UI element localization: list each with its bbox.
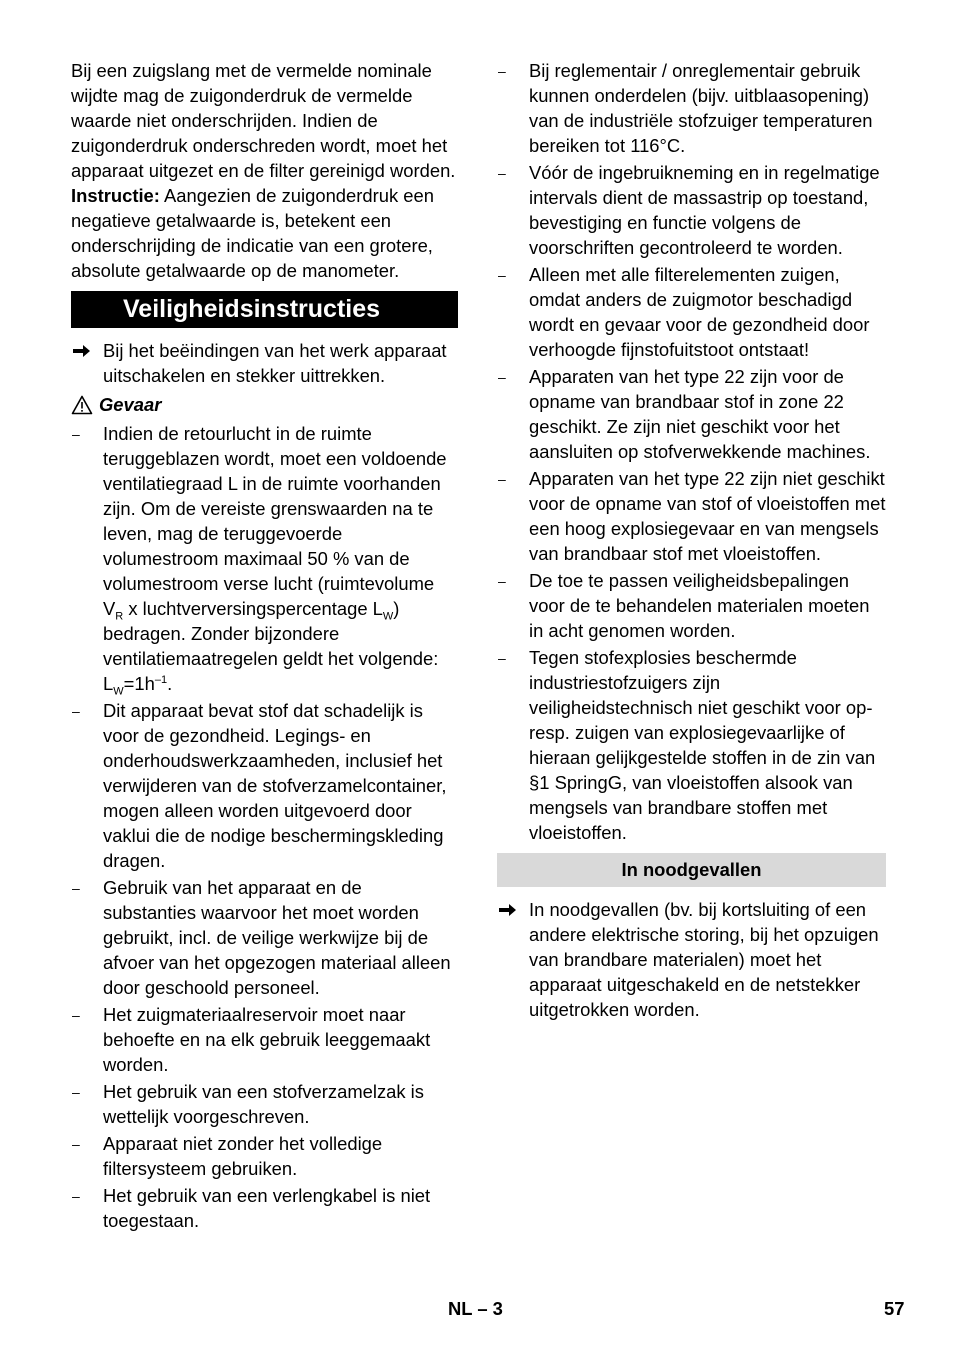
list-item (71, 421, 458, 696)
list-item (71, 1002, 458, 1077)
item-text: Bij reglementair / onreglementair gebruik kunnen onderdelen (bijv. uitblaasopening) van de industriële stofzuiger temperaturen bereiken tot 116°C. (529, 60, 873, 156)
list-item (497, 568, 886, 643)
dash-marker: – (72, 426, 80, 442)
arrow-item-text: Bij het beëindingen van het werk apparaat uitschakelen en stekker uittrekken. (103, 340, 447, 386)
right-column (497, 58, 886, 1026)
dash-marker: – (72, 1084, 80, 1100)
dash-marker: – (498, 267, 506, 283)
page-number: 57 (884, 1298, 905, 1319)
arrow-item-text: In noodgevallen (bv. bij kortsluiting of een andere elektrische storing, bij het opzuigen van brandbare materialen) moet het apparaat uitgeschakeld en de netstekker uitgetrokken worden. (529, 899, 879, 1020)
dash-marker: – (498, 63, 506, 79)
footer-lang-code: NL (448, 1298, 473, 1319)
instruction-paragraph (71, 183, 458, 283)
list-item (497, 160, 886, 260)
item-text: Het zuigmateriaalreservoir moet naar behoefte en na elk gebruik leeggemaakt worden. (103, 1004, 431, 1075)
list-item (71, 1079, 458, 1129)
item-text: Apparaten van het type 22 zijn voor de opname van brandbaar stof in zone 22 geschikt. Ze zijn niet geschikt voor het aansluiten op stofverwekkende machines. (529, 366, 871, 462)
instruction-text: Aangezien de zuigonderdruk een negatieve getalwaarde is, betekent een onderschrijding de indicatie van een grotere, absolute getalwaarde op de manometer. (71, 185, 434, 281)
item-text: Het gebruik van een stofverzamelzak is wettelijk voorgeschreven. (103, 1081, 424, 1127)
emergency-heading: In noodgevallen (497, 853, 886, 887)
item-text: Apparaat niet zonder het volledige filtersysteem gebruiken. (103, 1133, 383, 1179)
dash-marker: – (72, 703, 80, 719)
footer-section-number: – 3 (477, 1298, 503, 1319)
footer-language (448, 1298, 503, 1320)
list-item (71, 698, 458, 873)
dash-marker: – (72, 1136, 80, 1152)
list-item (497, 897, 886, 1022)
intro-paragraph: Bij een zuigslang met de vermelde nominale wijdte mag de zuigonderdruk de vermelde waarde niet onderschrijden. Indien de zuigonderdruk onderschreden wordt, moet het apparaat uitgezet en de filter gereinigd worden. (71, 60, 456, 181)
item-text: Vóór de ingebruikneming en in regelmatige intervals dient de massastrip op toestand, bevestiging en functie volgens de voorschriften gecontroleerd te worden. (529, 162, 880, 258)
item-text: Tegen stofexplosies beschermde industriestofzuigers zijn veiligheidstechnisch niet geschikt voor op- resp. zuigen van explosiegevaarlijke of hieraan gelijkgestelde stoffen in de zin van §1 SpringG, van vloeistoffen alsook van mengsels van brandbare stoffen met vloeistoffen. (529, 647, 876, 843)
item-text: Indien de retourlucht in de ruimte teruggeblazen wordt, moet een voldoende ventilatiegraad L in de ruimte voorhanden zijn. Om de vereiste grenswaarden na te leven, mag de teruggevoerde volumestroom maximaal 50 % van de volumestroom verse lucht (ruimtevolume $V_R$ x luchtverversingspercentage $L_W$) bedragen. Zonder bijzondere ventilatiemaatregelen geldt het volgende: $L_W=1h^{-1}$. (103, 423, 447, 698)
item-text: De toe te passen veiligheidsbepalingen voor de te behandelen materialen moeten in acht genomen worden. (529, 570, 870, 641)
list-item (497, 645, 886, 845)
list-item (71, 338, 458, 388)
dash-marker: – (498, 165, 506, 181)
item-text: Apparaten van het type 22 zijn niet geschikt voor de opname van stof of vloeistoffen met een hoog explosiegevaar en van mengsels van brandbaar stof met vloeistoffen. (529, 468, 886, 564)
dash-marker: – (498, 369, 506, 385)
warning-triangle-icon (71, 395, 93, 415)
item-text: Alleen met alle filterelementen zuigen, omdat anders de zuigmotor beschadigd wordt en gevaar voor de gezondheid door verhoogde fijnstofuitstoot ontstaat! (529, 264, 870, 360)
section-title: Veiligheidsinstructies (71, 291, 458, 328)
item-text: Dit apparaat bevat stof dat schadelijk is voor de gezondheid. Legings- en onderhoudswerkzaamheden, inclusief het verwijderen van de stofverzamelcontainer, mogen alleen worden uitgevoerd door vaklui die de nodige beschermingskleding dragen. (103, 700, 447, 871)
warning-label (71, 392, 458, 417)
arrow-right-icon (73, 344, 91, 358)
left-column (71, 58, 458, 1235)
dash-marker: – (72, 1007, 80, 1023)
item-text: Het gebruik van een verlengkabel is niet toegestaan. (103, 1185, 431, 1231)
dash-marker: – (72, 1188, 80, 1204)
list-item (497, 262, 886, 362)
list-item (497, 58, 886, 158)
list-item (71, 1131, 458, 1181)
dash-marker: – (498, 471, 506, 487)
arrow-right-icon (499, 903, 517, 917)
dash-marker: – (72, 880, 80, 896)
warning-text: Gevaar (99, 394, 162, 415)
list-item (497, 364, 886, 464)
list-item (71, 1183, 458, 1233)
dash-marker: – (498, 650, 506, 666)
list-item (497, 466, 886, 566)
list-item (71, 875, 458, 1000)
dash-marker: – (498, 573, 506, 589)
item-text: Gebruik van het apparaat en de substanties waarvoor het moet worden gebruikt, incl. de veilige werkwijze bij de afvoer van het opgezogen materiaal alleen door geschoold personeel. (103, 877, 451, 998)
instruction-label: Instructie: (71, 185, 160, 206)
